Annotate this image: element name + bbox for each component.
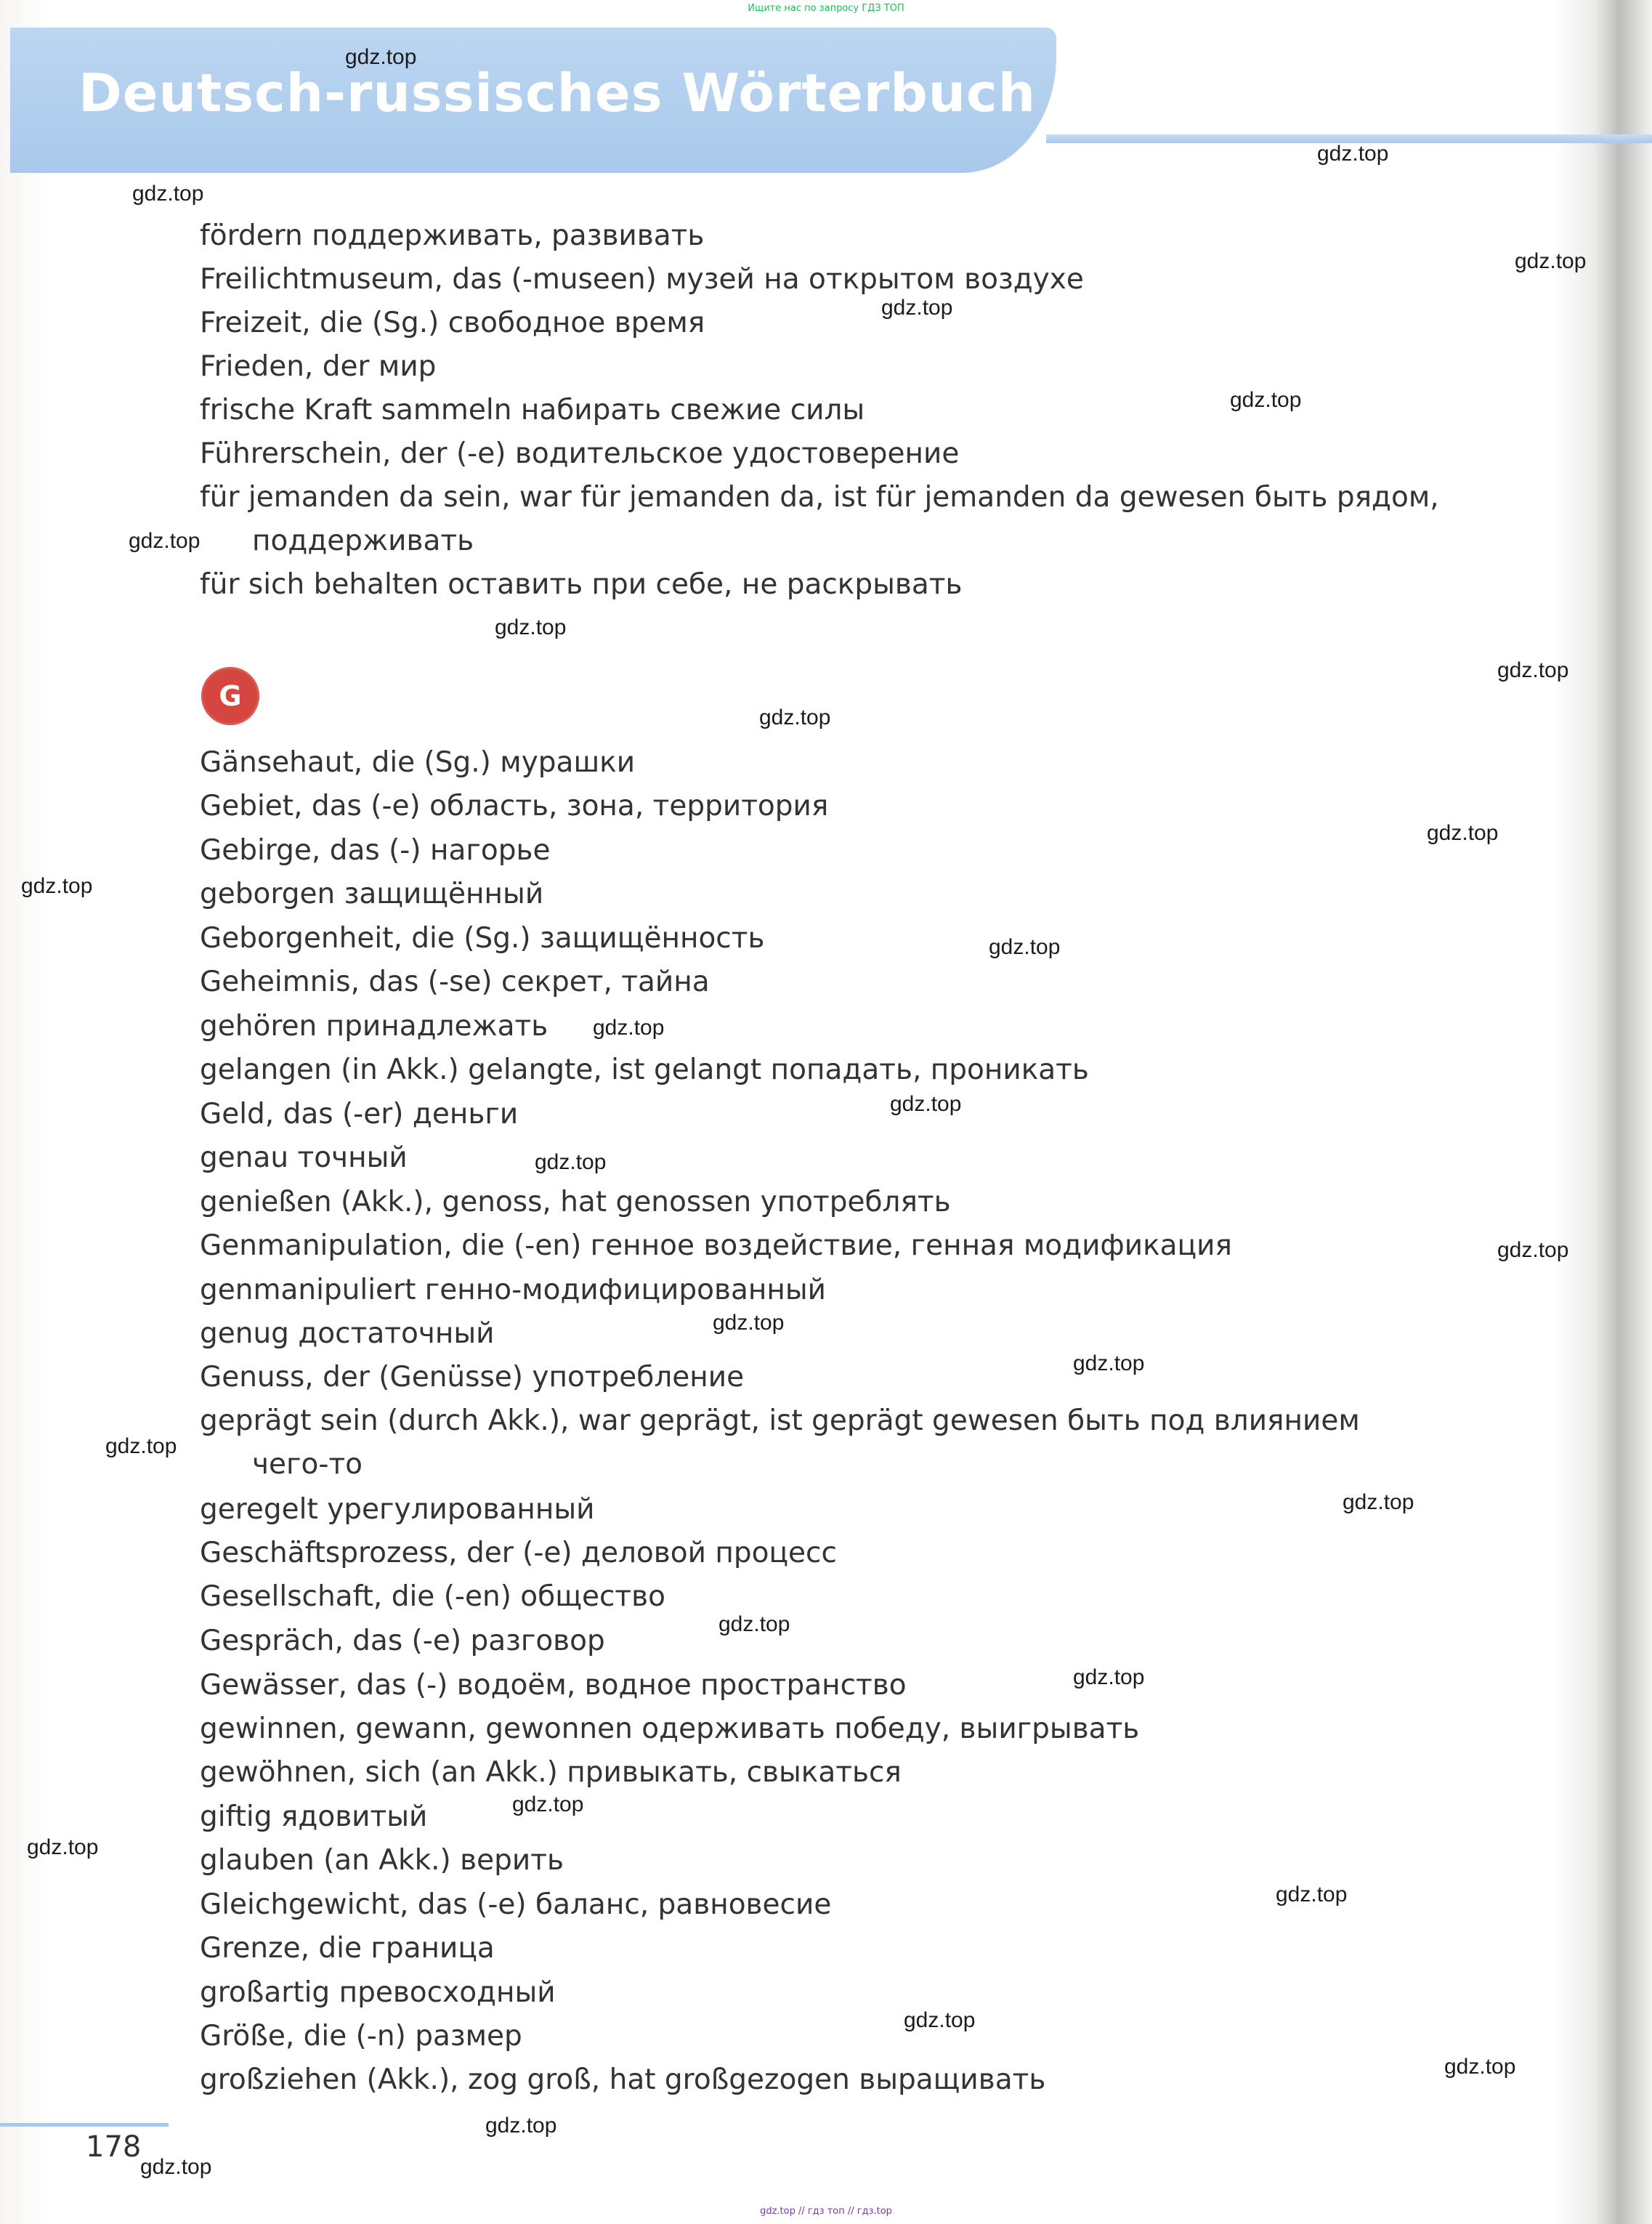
- dictionary-entry: giftig ядовитый: [200, 1800, 428, 1833]
- watermark: gdz.top: [105, 1434, 177, 1458]
- dictionary-entry: [200, 476, 1515, 563]
- top-note: Ищите нас по запросу ГДЗ ТОП: [748, 3, 904, 14]
- watermark: gdz.top: [1427, 821, 1499, 845]
- watermark: gdz.top: [1276, 1883, 1348, 1906]
- dictionary-entry: für sich behalten оставить при себе, не раскрывать: [200, 568, 963, 601]
- watermark: gdz.top: [132, 182, 204, 206]
- watermark: gdz.top: [890, 1092, 962, 1116]
- page-title: Deutsch-russisches Wörterbuch: [78, 62, 1036, 124]
- watermark: gdz.top: [535, 1150, 607, 1174]
- watermark: gdz.top: [1497, 658, 1569, 682]
- watermark: gdz.top: [27, 1835, 99, 1859]
- dictionary-entry: Gebiet, das (-e) область, зона, территория: [200, 790, 829, 822]
- dictionary-entry: [200, 1399, 1515, 1487]
- page-number-rule: [0, 2123, 169, 2127]
- dictionary-entry: genug достаточный: [200, 1317, 495, 1350]
- watermark: gdz.top: [1444, 2055, 1516, 2079]
- section-letter-badge: G: [201, 667, 259, 725]
- dictionary-entry: Geborgenheit, die (Sg.) защищённость: [200, 922, 765, 955]
- watermark: gdz.top: [718, 1612, 790, 1636]
- watermark: gdz.top: [1515, 249, 1587, 273]
- dictionary-entry: Frieden, der мир: [200, 350, 437, 383]
- dictionary-entry-continuation: поддерживать: [252, 525, 474, 557]
- watermark: gdz.top: [129, 529, 201, 553]
- dictionary-entry: gelangen (in Akk.) gelangte, ist gelangt попадать, проникать: [200, 1054, 1089, 1086]
- dictionary-entry: Gänsehaut, die (Sg.) мурашки: [200, 746, 636, 779]
- dictionary-entry: Gleichgewicht, das (-e) баланс, равновесие: [200, 1888, 832, 1921]
- dictionary-entry: Gesellschaft, die (-en) общество: [200, 1580, 665, 1613]
- dictionary-entry: Geheimnis, das (-se) секрет, тайна: [200, 966, 710, 998]
- dictionary-entry-text: geprägt sein (durch Akk.), war geprägt, ist geprägt gewesen быть под влиянием: [200, 1404, 1360, 1437]
- watermark: gdz.top: [1343, 1490, 1414, 1514]
- dictionary-entry: Gebirge, das (-) нагорье: [200, 834, 551, 867]
- watermark: gdz.top: [21, 874, 93, 898]
- dictionary-entry-text: für jemanden da sein, war für jemanden da, ist für jemanden da gewesen быть рядом,: [200, 481, 1439, 514]
- dictionary-entry: Größe, die (-n) размер: [200, 2020, 522, 2053]
- watermark: gdz.top: [881, 296, 953, 320]
- dictionary-entry: gewöhnen, sich (an Akk.) привыкать, свыкаться: [200, 1756, 902, 1789]
- watermark: gdz.top: [904, 2008, 976, 2032]
- dictionary-entry: gewinnen, gewann, gewonnen одерживать победу, выигрывать: [200, 1713, 1140, 1745]
- dictionary-entry: großartig превосходный: [200, 1976, 556, 2009]
- watermark: gdz.top: [1317, 142, 1389, 166]
- dictionary-entry: genießen (Akk.), genoss, hat genossen употреблять: [200, 1186, 951, 1218]
- dictionary-entry: Gespräch, das (-e) разговор: [200, 1625, 605, 1657]
- dictionary-entry: Geschäftsprozess, der (-e) деловой процесс: [200, 1537, 837, 1569]
- dictionary-entry: Genuss, der (Genüsse) употребление: [200, 1361, 745, 1394]
- watermark: gdz.top: [593, 1016, 665, 1040]
- watermark: gdz.top: [1073, 1351, 1145, 1375]
- dictionary-entry: Führerschein, der (-e) водительское удостоверение: [200, 437, 960, 470]
- dictionary-entry-continuation: чего-то: [252, 1448, 363, 1481]
- watermark: gdz.top: [713, 1311, 785, 1335]
- dictionary-entry: frische Kraft sammeln набирать свежие силы: [200, 394, 865, 426]
- watermark: gdz.top: [495, 615, 567, 639]
- dictionary-entry: genmanipuliert генно-модифицированный: [200, 1274, 826, 1306]
- dictionary-entry: Freilichtmuseum, das (-museen) музей на открытом воздухе: [200, 263, 1084, 296]
- bottom-note: gdz.top // гдз топ // гдз.top: [760, 2206, 892, 2217]
- watermark: gdz.top: [512, 1792, 584, 1816]
- watermark: gdz.top: [485, 2114, 557, 2138]
- watermark: gdz.top: [989, 935, 1061, 959]
- watermark: gdz.top: [1073, 1665, 1145, 1689]
- page-number: 178: [86, 2130, 142, 2164]
- dictionary-entry: glauben (an Akk.) верить: [200, 1844, 564, 1877]
- dictionary-entry: Gewässer, das (-) водоём, водное пространство: [200, 1669, 907, 1702]
- dictionary-entry: genau точный: [200, 1141, 408, 1174]
- watermark: gdz.top: [1497, 1238, 1569, 1262]
- dictionary-entry: geregelt урегулированный: [200, 1493, 595, 1526]
- dictionary-entry: geborgen защищённый: [200, 878, 544, 910]
- watermark: gdz.top: [1230, 388, 1302, 412]
- dictionary-entry: Geld, das (-er) деньги: [200, 1098, 519, 1131]
- dictionary-entry: Grenze, die граница: [200, 1932, 495, 1965]
- dictionary-entry: großziehen (Akk.), zog groß, hat großgezogen выращивать: [200, 2063, 1046, 2096]
- watermark: gdz.top: [345, 45, 417, 69]
- dictionary-entry: fördern поддерживать, развивать: [200, 219, 705, 252]
- dictionary-entry: Genmanipulation, die (-en) генное воздействие, генная модификация: [200, 1229, 1232, 1262]
- dictionary-entry: Freizeit, die (Sg.) свободное время: [200, 307, 705, 339]
- watermark: gdz.top: [140, 2155, 212, 2179]
- dictionary-entry: gehören принадлежать: [200, 1010, 548, 1043]
- watermark: gdz.top: [759, 705, 831, 729]
